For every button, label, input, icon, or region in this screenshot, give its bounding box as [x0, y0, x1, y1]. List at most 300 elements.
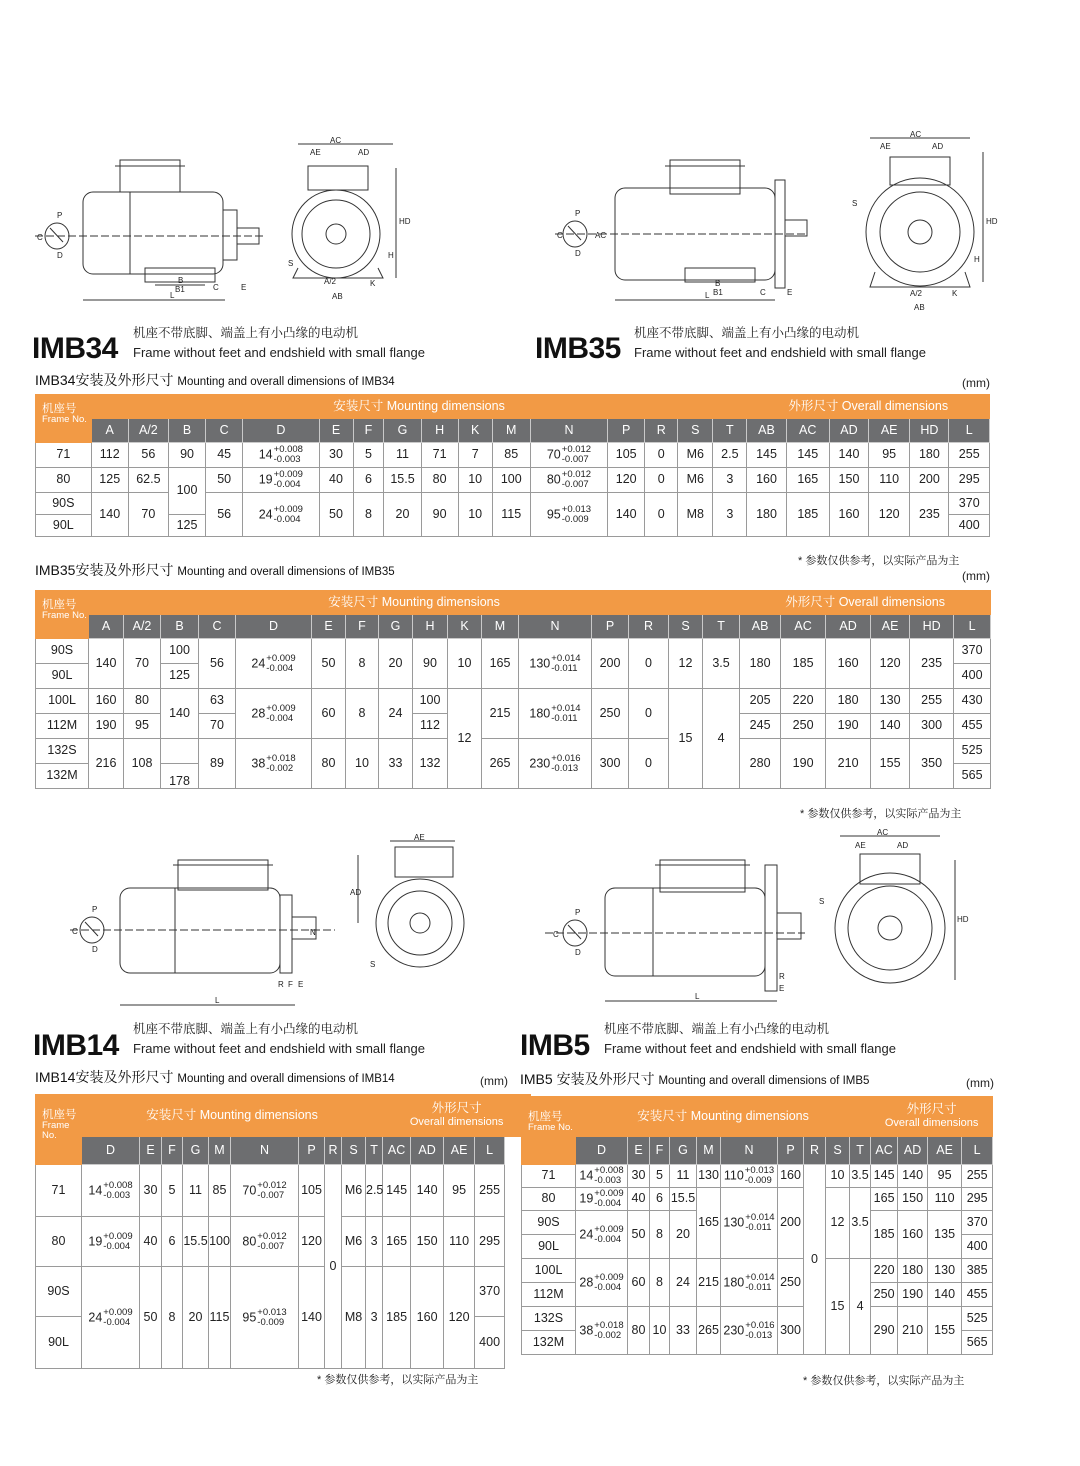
svg-text:E: E — [787, 288, 793, 297]
tolerance-cell: 28 +0.009 -0.004 — [236, 689, 312, 739]
cell: 15.5 — [384, 468, 421, 493]
frame-cell: 132M — [36, 764, 89, 789]
cell: 20 — [384, 493, 421, 537]
svg-text:C: C — [553, 930, 559, 939]
col-header: G — [379, 615, 413, 639]
col-header: E — [319, 419, 353, 443]
cell: 455 — [962, 1283, 993, 1307]
cell: 300 — [778, 1307, 804, 1355]
cell: 2.5 — [713, 443, 747, 468]
svg-text:AB: AB — [332, 292, 343, 301]
frame-cell: 90L — [36, 515, 92, 537]
cell: 24 — [670, 1259, 697, 1307]
cell: 20 — [183, 1267, 209, 1369]
cell: 10 — [458, 468, 492, 493]
imb35-dimension-table — [35, 590, 991, 789]
svg-text:S: S — [370, 960, 376, 969]
col-header: AE — [869, 419, 910, 443]
cell: 125 — [161, 664, 199, 689]
tolerance-cell: 14 +0.008 -0.003 — [82, 1165, 140, 1217]
svg-text:D: D — [57, 251, 63, 260]
cell: 265 — [482, 739, 519, 789]
tolerance-cell: 130 +0.014 -0.011 — [721, 1188, 778, 1259]
mounting-group-header: 安装尺寸 Mounting dimensions — [91, 395, 747, 419]
cell: 6 — [353, 468, 384, 493]
cell: 0 — [629, 739, 669, 789]
imb35-desc-en: Frame without feet and endshield with small flange — [634, 345, 926, 360]
cell: 80 — [421, 468, 458, 493]
cell: 250 — [871, 1283, 898, 1307]
svg-text:B: B — [715, 279, 721, 288]
cell: 180 — [898, 1259, 928, 1283]
cell: 50 — [312, 639, 346, 689]
col-header: R — [325, 1137, 342, 1165]
frame-cell: 80 — [522, 1188, 576, 1211]
cell: 100 — [413, 689, 448, 714]
svg-text:AC: AC — [595, 231, 607, 240]
svg-text:L: L — [705, 291, 710, 300]
imb5-subtitle: IMB5 安装及外形尺寸 Mounting and overall dimensions of IMB5 — [520, 1071, 870, 1087]
tolerance-cell: 38 +0.018 -0.002 — [236, 739, 312, 789]
col-header: HD — [910, 615, 954, 639]
col-header: N — [231, 1137, 299, 1165]
cell: 95 — [444, 1165, 475, 1217]
cell: 185 — [786, 493, 829, 537]
table-row — [36, 1165, 531, 1217]
cell: 8 — [650, 1211, 670, 1259]
cell: 178 — [161, 764, 199, 789]
col-header: S — [826, 1137, 850, 1165]
col-header: P — [778, 1137, 804, 1165]
cell: 8 — [650, 1259, 670, 1307]
overall-group-header: 外形尺寸 Overall dimensions — [871, 1097, 993, 1137]
tolerance-cell: 14 +0.008 -0.003 — [576, 1165, 628, 1188]
cell: 7 — [458, 443, 492, 468]
cell: 20 — [379, 639, 413, 689]
imb5-dimension-table — [521, 1096, 993, 1355]
tolerance-cell: 80 +0.012 -0.007 — [231, 1217, 299, 1267]
tolerance-cell: 70 +0.012 -0.007 — [530, 443, 607, 468]
cell: 145 — [747, 443, 786, 468]
cell: 295 — [949, 468, 990, 493]
cell: 160 — [898, 1211, 928, 1259]
cell: 95 — [124, 714, 161, 739]
col-header: AE — [444, 1137, 475, 1165]
imb35-front-drawing — [850, 132, 1000, 312]
svg-text:HD: HD — [986, 217, 998, 226]
cell: 185 — [871, 1211, 898, 1259]
cell: 70 — [199, 714, 236, 739]
cell: 90 — [421, 493, 458, 537]
col-header: M — [697, 1137, 721, 1165]
col-header: AD — [898, 1137, 928, 1165]
imb35-unit: (mm) — [962, 569, 990, 583]
tolerance-cell: 19 +0.009 -0.004 — [243, 468, 319, 493]
cell: 56 — [128, 443, 168, 468]
cell: 160 — [411, 1267, 444, 1369]
cell: 115 — [209, 1267, 231, 1369]
col-header: F — [162, 1137, 183, 1165]
cell: 125 — [168, 515, 205, 537]
col-header: B — [161, 615, 199, 639]
col-header: AC — [871, 1137, 898, 1165]
cell: 400 — [475, 1317, 505, 1369]
svg-text:AB: AB — [914, 303, 925, 312]
cell: 370 — [954, 639, 991, 664]
tolerance-cell: 230 +0.016 -0.013 — [721, 1307, 778, 1355]
cell: 350 — [910, 739, 954, 789]
cell: 100 — [161, 639, 199, 664]
svg-text:L: L — [170, 291, 175, 300]
col-header: AD — [829, 419, 868, 443]
mounting-group-header: 安装尺寸 Mounting dimensions — [89, 591, 740, 615]
svg-text:S: S — [852, 199, 858, 208]
cell: 185 — [383, 1267, 411, 1369]
imb34-side-drawing — [35, 150, 270, 310]
frame-cell: 100L — [36, 689, 89, 714]
table-row — [36, 1267, 531, 1317]
cell: 56 — [206, 493, 243, 537]
cell: 108 — [124, 739, 161, 789]
col-header: T — [713, 419, 747, 443]
imb34-desc-zh: 机座不带底脚、端盖上有小凸缘的电动机 — [133, 326, 359, 340]
cell: 180 — [826, 689, 871, 714]
cell: 120 — [869, 493, 910, 537]
svg-text:C: C — [72, 927, 78, 936]
cell: 385 — [962, 1259, 993, 1283]
cell: 89 — [199, 739, 236, 789]
col-header: D — [236, 615, 312, 639]
col-header: C — [199, 615, 236, 639]
cell: 30 — [140, 1165, 162, 1217]
cell: 62.5 — [128, 468, 168, 493]
cell: 165 — [482, 639, 519, 689]
col-header: T — [703, 615, 740, 639]
svg-text:N: N — [310, 928, 316, 937]
cell: 160 — [826, 639, 871, 689]
imb5-unit: (mm) — [966, 1076, 994, 1090]
svg-text:B: B — [178, 276, 184, 285]
cell: 160 — [747, 468, 786, 493]
col-header: H — [413, 615, 448, 639]
cell: 112 — [91, 443, 128, 468]
svg-text:E: E — [241, 283, 247, 292]
svg-text:A/2: A/2 — [324, 277, 337, 286]
col-header: R — [645, 419, 678, 443]
svg-text:H: H — [974, 255, 980, 264]
cell: 0 — [645, 493, 678, 537]
svg-text:S: S — [819, 897, 825, 906]
svg-text:D: D — [92, 945, 98, 954]
cell: 295 — [962, 1188, 993, 1211]
cell: 50 — [140, 1267, 162, 1369]
col-header: F — [353, 419, 384, 443]
tolerance-cell: 130 +0.014 -0.011 — [519, 639, 592, 689]
imb35-model-title: IMB35 — [535, 332, 621, 365]
svg-text:L: L — [695, 992, 700, 1001]
cell: 140 — [928, 1283, 962, 1307]
cell: M6 — [678, 468, 713, 493]
cell: 220 — [871, 1259, 898, 1283]
cell: 8 — [162, 1267, 183, 1369]
cell: 50 — [628, 1211, 650, 1259]
cell: 190 — [826, 714, 871, 739]
cell: 160 — [89, 689, 124, 714]
svg-text:E: E — [779, 984, 785, 993]
cell: 110 — [444, 1217, 475, 1267]
cell: 200 — [592, 639, 629, 689]
tolerance-cell: 70 +0.012 -0.007 — [231, 1165, 299, 1217]
cell: 210 — [826, 739, 871, 789]
col-header: E — [628, 1137, 650, 1165]
cell: 80 — [628, 1307, 650, 1355]
svg-text:L: L — [215, 996, 220, 1005]
col-header: H — [421, 419, 458, 443]
cell: 565 — [954, 764, 991, 789]
cell: M8 — [678, 493, 713, 537]
cell: 3.5 — [850, 1188, 871, 1259]
svg-text:AD: AD — [358, 148, 370, 157]
cell: 5 — [162, 1165, 183, 1217]
cell: 105 — [608, 443, 645, 468]
imb14-note: * 参数仅供参考，以实际产品为主 — [317, 1374, 479, 1386]
frame-cell: 71 — [522, 1165, 576, 1188]
svg-text:AC: AC — [910, 130, 922, 139]
imb35-side-drawing — [555, 150, 805, 310]
svg-text:S: S — [288, 259, 294, 268]
cell: 3 — [713, 493, 747, 537]
tolerance-cell: 28 +0.009 -0.004 — [576, 1259, 628, 1307]
cell: M8 — [342, 1267, 366, 1369]
cell: 10 — [650, 1307, 670, 1355]
cell: 5 — [650, 1165, 670, 1188]
imb34-subtitle: IMB34安装及外形尺寸 Mounting and overall dimensions of IMB34 — [35, 372, 395, 388]
cell: 400 — [962, 1235, 993, 1259]
cell: 155 — [871, 739, 910, 789]
svg-text:P: P — [57, 211, 63, 220]
table-row — [36, 468, 990, 493]
cell: 85 — [492, 443, 530, 468]
imb35-note: * 参数仅供参考，以实际产品为主 — [800, 808, 962, 820]
cell: 11 — [670, 1165, 697, 1188]
table-row — [522, 1188, 993, 1211]
frame-cell: 90S — [522, 1211, 576, 1235]
frame-cell: 132S — [522, 1307, 576, 1331]
cell: 140 — [411, 1165, 444, 1217]
cell: 60 — [628, 1259, 650, 1307]
cell: 80 — [124, 689, 161, 714]
cell: 120 — [444, 1267, 475, 1369]
cell: 235 — [910, 639, 954, 689]
frame-cell: 90S — [36, 639, 89, 664]
cell: 430 — [954, 689, 991, 714]
cell: 190 — [781, 739, 826, 789]
table-row — [36, 639, 991, 664]
cell: 165 — [786, 468, 829, 493]
cell: 190 — [898, 1283, 928, 1307]
tolerance-cell: 24 +0.009 -0.004 — [236, 639, 312, 689]
cell: 135 — [928, 1211, 962, 1259]
cell: 295 — [475, 1217, 505, 1267]
col-header: P — [299, 1137, 325, 1165]
svg-text:AE: AE — [880, 142, 891, 151]
frame-no-header: 机座号 Frame No. — [36, 1095, 82, 1165]
cell: 15.5 — [670, 1188, 697, 1211]
cell: 56 — [199, 639, 236, 689]
cell: 3 — [366, 1217, 383, 1267]
imb14-front-drawing — [350, 835, 480, 970]
frame-cell: 90L — [36, 1317, 82, 1369]
tolerance-cell: 110 +0.013 -0.009 — [721, 1165, 778, 1188]
cell: 140 — [829, 443, 868, 468]
cell: 140 — [898, 1165, 928, 1188]
cell: 0 — [645, 443, 678, 468]
svg-text:K: K — [952, 289, 958, 298]
cell: 200 — [910, 468, 949, 493]
cell: M6 — [342, 1217, 366, 1267]
cell: 100 — [492, 468, 530, 493]
imb34-note: * 参数仅供参考，以实际产品为主 — [798, 555, 960, 567]
cell: 105 — [299, 1165, 325, 1217]
svg-text:HD: HD — [957, 915, 969, 924]
frame-cell: 100L — [522, 1259, 576, 1283]
cell: 255 — [949, 443, 990, 468]
imb34-unit: (mm) — [962, 376, 990, 390]
tolerance-cell: 24 +0.009 -0.004 — [82, 1267, 140, 1369]
svg-text:AE: AE — [855, 841, 866, 850]
svg-text:C: C — [37, 233, 43, 242]
cell: 130 — [697, 1165, 721, 1188]
cell: 370 — [475, 1267, 505, 1317]
col-header: AC — [786, 419, 829, 443]
cell: 11 — [183, 1165, 209, 1217]
table-row — [522, 1165, 993, 1188]
cell: 120 — [608, 468, 645, 493]
imb14-unit: (mm) — [480, 1074, 508, 1088]
imb34-dimension-table — [35, 394, 990, 537]
cell: 6 — [650, 1188, 670, 1211]
svg-text:K: K — [370, 279, 376, 288]
col-header: P — [592, 615, 629, 639]
col-header: F — [346, 615, 379, 639]
col-header: M — [209, 1137, 231, 1165]
cell — [161, 739, 199, 764]
cell: 90 — [168, 443, 205, 468]
imb34-front-drawing — [288, 138, 413, 303]
cell: 250 — [592, 689, 629, 739]
tolerance-cell: 24 +0.009 -0.004 — [243, 493, 319, 537]
cell: 205 — [740, 689, 781, 714]
frame-cell: 90L — [36, 664, 89, 689]
cell: 3 — [366, 1267, 383, 1369]
frame-no-header: 机座号 Frame No. — [36, 591, 89, 639]
svg-text:P: P — [92, 905, 98, 914]
svg-text:H: H — [388, 251, 394, 260]
svg-text:D: D — [575, 249, 581, 258]
cell: 5 — [353, 443, 384, 468]
svg-text:E: E — [298, 980, 304, 989]
col-header: G — [670, 1137, 697, 1165]
col-header: AE — [928, 1137, 962, 1165]
imb5-desc-zh: 机座不带底脚、端盖上有小凸缘的电动机 — [604, 1022, 830, 1036]
table-row — [36, 1217, 531, 1267]
cell: 10 — [458, 493, 492, 537]
cell: 400 — [954, 664, 991, 689]
cell: 2.5 — [366, 1165, 383, 1217]
col-header: G — [183, 1137, 209, 1165]
imb14-desc-zh: 机座不带底脚、端盖上有小凸缘的电动机 — [133, 1022, 359, 1036]
cell: 180 — [740, 639, 781, 689]
svg-text:AE: AE — [310, 148, 321, 157]
tolerance-cell: 19 +0.009 -0.004 — [82, 1217, 140, 1267]
cell: 400 — [949, 515, 990, 537]
cell: 95 — [928, 1165, 962, 1188]
table-row — [36, 739, 991, 764]
frame-cell: 90S — [36, 1267, 82, 1317]
cell: 150 — [411, 1217, 444, 1267]
cell: 71 — [421, 443, 458, 468]
cell: 0 — [804, 1165, 826, 1355]
cell: 220 — [781, 689, 826, 714]
svg-text:AD: AD — [897, 841, 909, 850]
col-header: L — [962, 1137, 993, 1165]
cell: 95 — [869, 443, 910, 468]
cell: 565 — [962, 1331, 993, 1355]
cell: 60 — [312, 689, 346, 739]
tolerance-cell: 19 +0.009 -0.004 — [576, 1188, 628, 1211]
col-header: K — [458, 419, 492, 443]
cell: 8 — [353, 493, 384, 537]
tolerance-cell: 95 +0.013 -0.009 — [231, 1267, 299, 1369]
cell: 255 — [910, 689, 954, 714]
cell: 40 — [628, 1188, 650, 1211]
col-header: AC — [781, 615, 826, 639]
svg-text:AC: AC — [877, 828, 889, 837]
svg-text:P: P — [575, 209, 581, 218]
cell: 15 — [669, 689, 703, 789]
col-header: N — [530, 419, 607, 443]
frame-cell: 90L — [522, 1235, 576, 1259]
cell: 20 — [670, 1211, 697, 1259]
frame-cell: 112M — [36, 714, 89, 739]
svg-text:C: C — [760, 288, 766, 297]
svg-text:HD: HD — [399, 217, 411, 226]
cell: 160 — [829, 493, 868, 537]
frame-cell: 112M — [522, 1283, 576, 1307]
col-header: AE — [871, 615, 910, 639]
cell: 215 — [697, 1259, 721, 1307]
imb5-model-title: IMB5 — [520, 1029, 590, 1062]
imb5-note: * 参数仅供参考，以实际产品为主 — [803, 1375, 965, 1387]
cell: 30 — [628, 1165, 650, 1188]
svg-text:P: P — [575, 908, 581, 917]
col-header: K — [448, 615, 482, 639]
cell: 10 — [826, 1165, 850, 1188]
col-header: AC — [383, 1137, 411, 1165]
table-row — [522, 1307, 993, 1331]
col-header: C — [206, 419, 243, 443]
cell: 140 — [161, 689, 199, 739]
col-header: L — [954, 615, 991, 639]
cell: 145 — [383, 1165, 411, 1217]
col-header: B — [168, 419, 205, 443]
col-header: AB — [740, 615, 781, 639]
cell: 70 — [124, 639, 161, 689]
cell: 12 — [669, 639, 703, 689]
tolerance-cell: 38 +0.018 -0.002 — [576, 1307, 628, 1355]
cell: 250 — [781, 714, 826, 739]
cell: 200 — [778, 1188, 804, 1259]
